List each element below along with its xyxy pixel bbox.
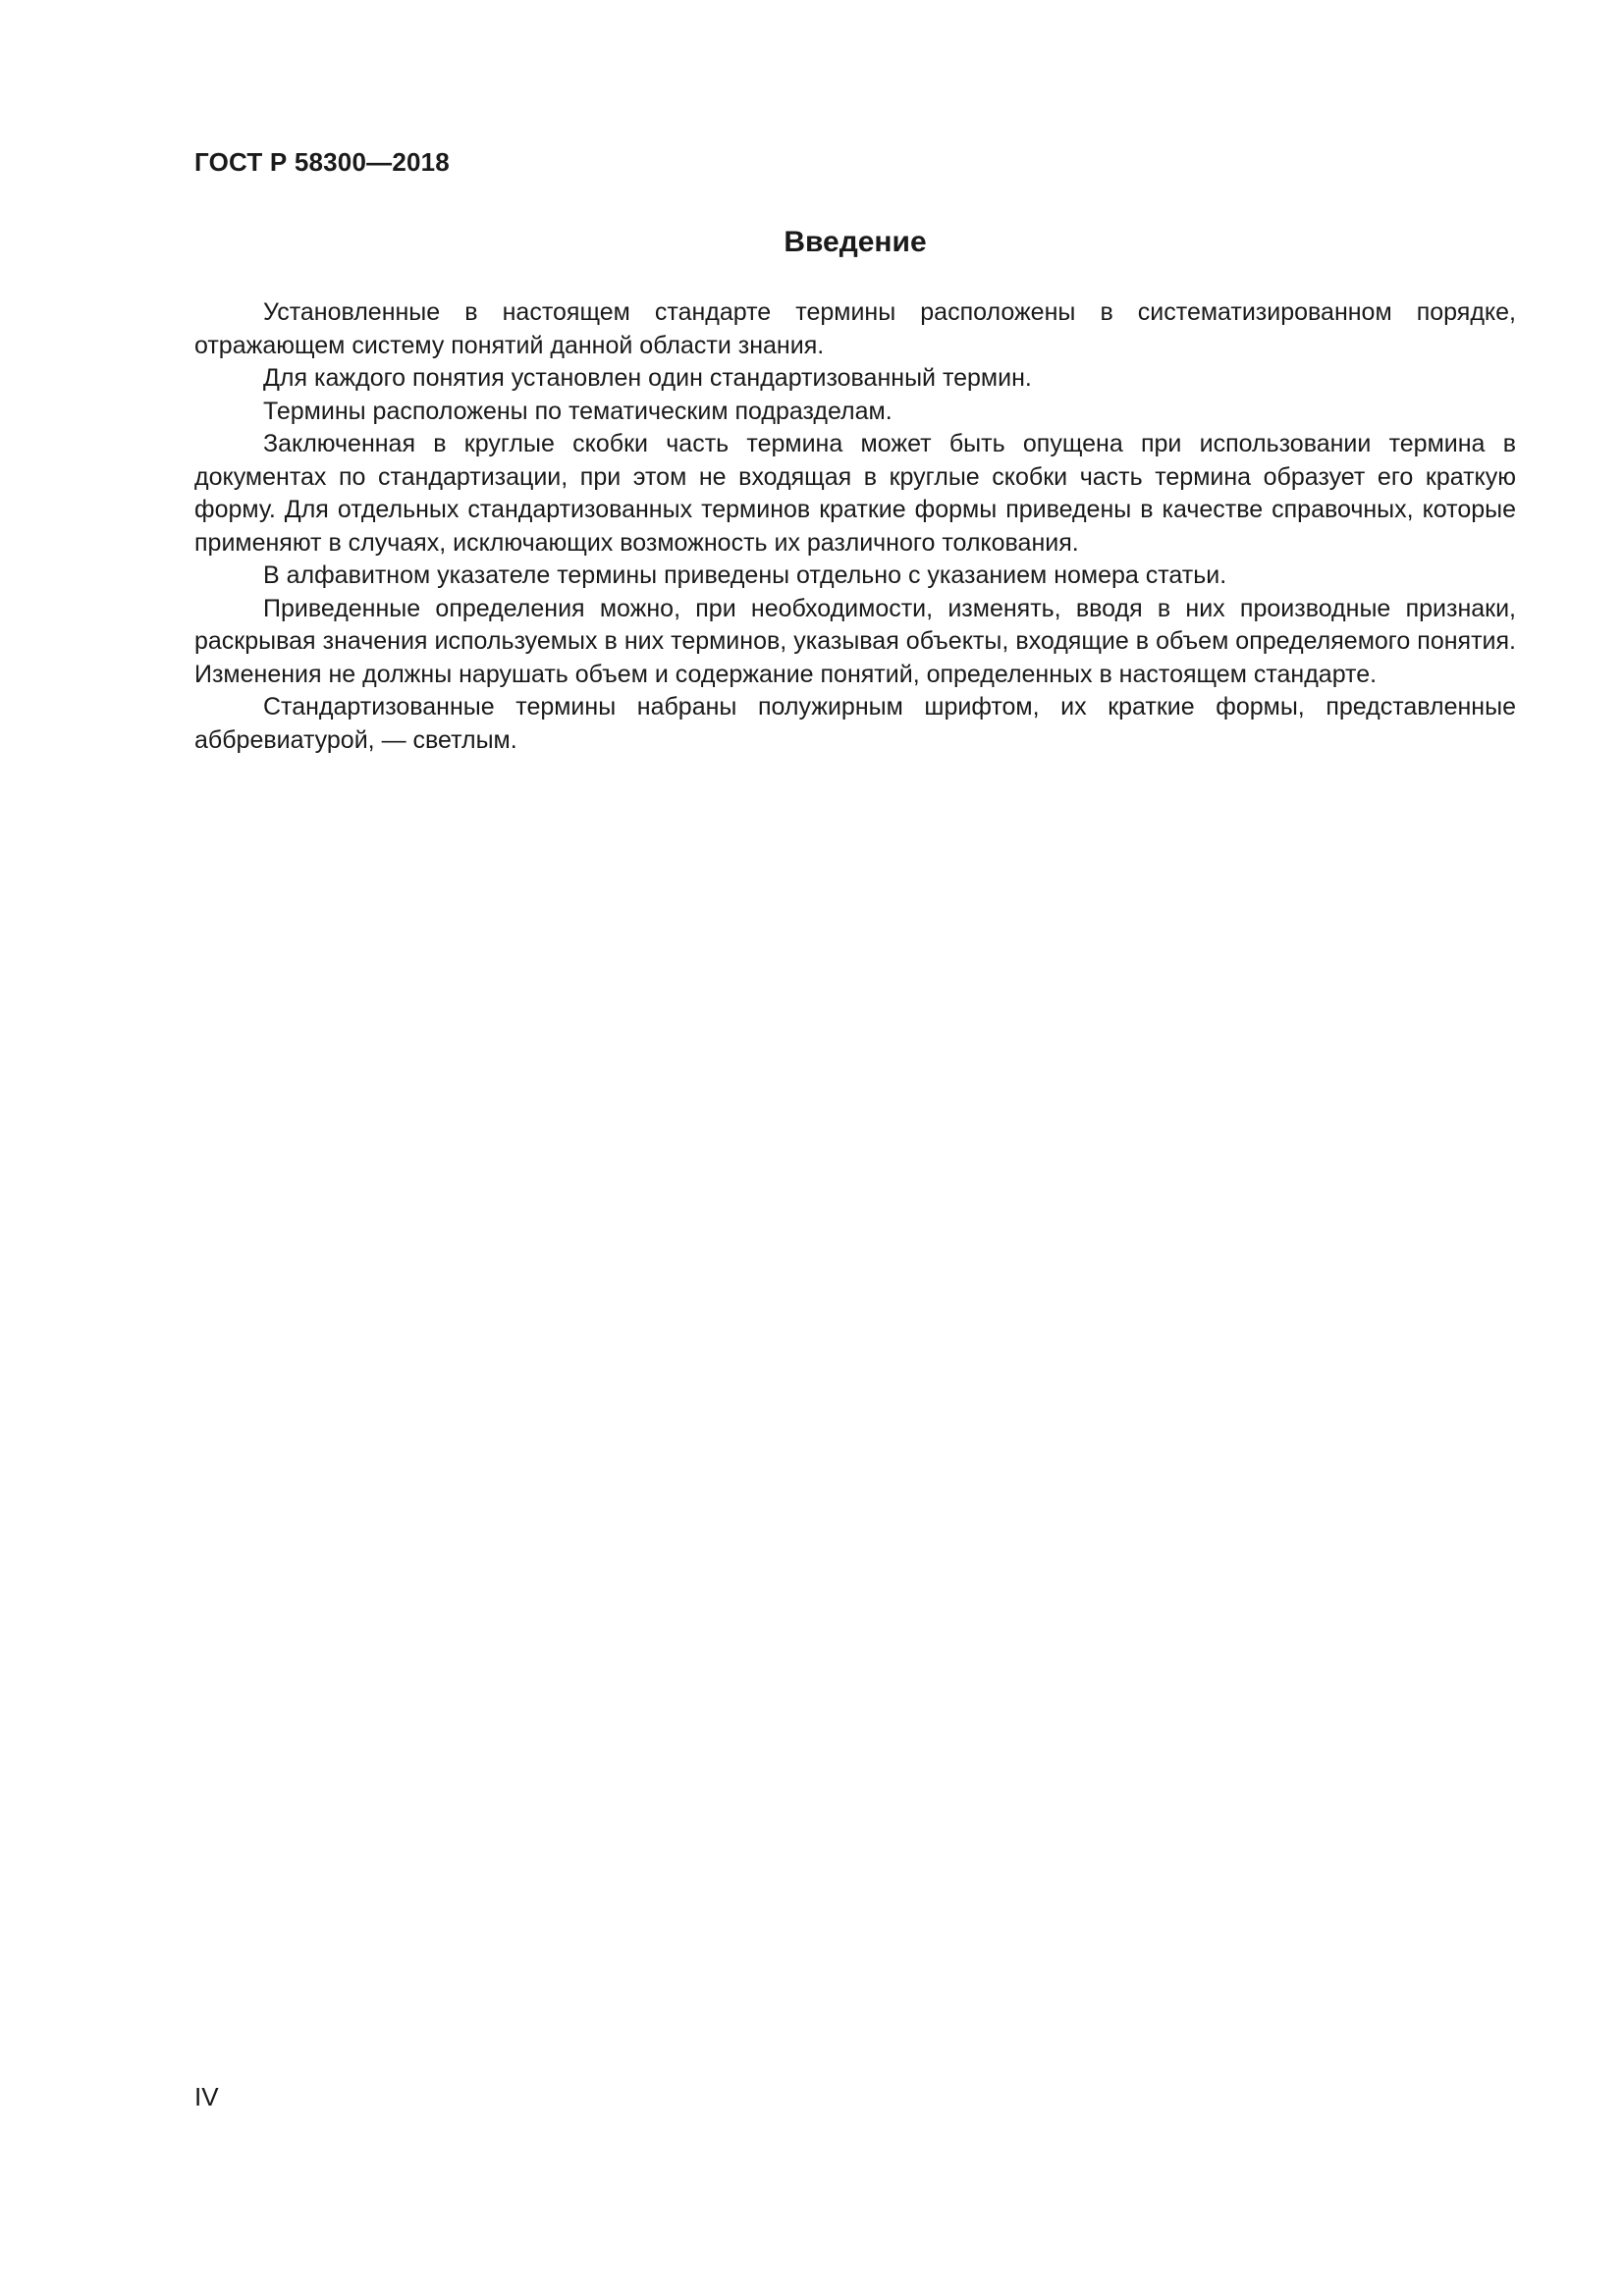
paragraph: Приведенные определения можно, при необходимости, изменять, вводя в них производные признаки, раскрывая значения используемых в них терминов, указывая объекты, входящие в объем определяемого понятия. Изменения не должны нарушать объем и содержание понятий, определенных в настоящем стандарте. [194,594,1516,688]
paragraph: Установленные в настоящем стандарте термины расположены в систематизированном порядке, отражающем систему понятий данной области знания. [194,298,1516,359]
paragraph: Заключенная в круглые скобки часть термина может быть опущена при использовании термина в документах по стандартизации, при этом не входящая в круглые скобки часть термина образует его краткую форму. Для отдельных стандартизованных терминов краткие формы приведены в качестве справочных, которые применяют в случаях, исключающих возможность их различного толкования. [194,430,1516,557]
paragraph: Для каждого понятия установлен один стандартизованный термин. [263,364,1032,392]
paragraph: Стандартизованные термины набраны полужирным шрифтом, их краткие формы, представленные аббревиатурой, — светлым. [194,693,1516,754]
introduction-body [194,296,1516,757]
document-id-header: ГОСТ Р 58300—2018 [194,147,450,177]
section-title: Введение [784,226,927,258]
page-number: IV [194,2082,219,2111]
paragraph: В алфавитном указателе термины приведены отдельно с указанием номера статьи. [263,561,1227,589]
paragraph: Термины расположены по тематическим подразделам. [263,397,893,425]
